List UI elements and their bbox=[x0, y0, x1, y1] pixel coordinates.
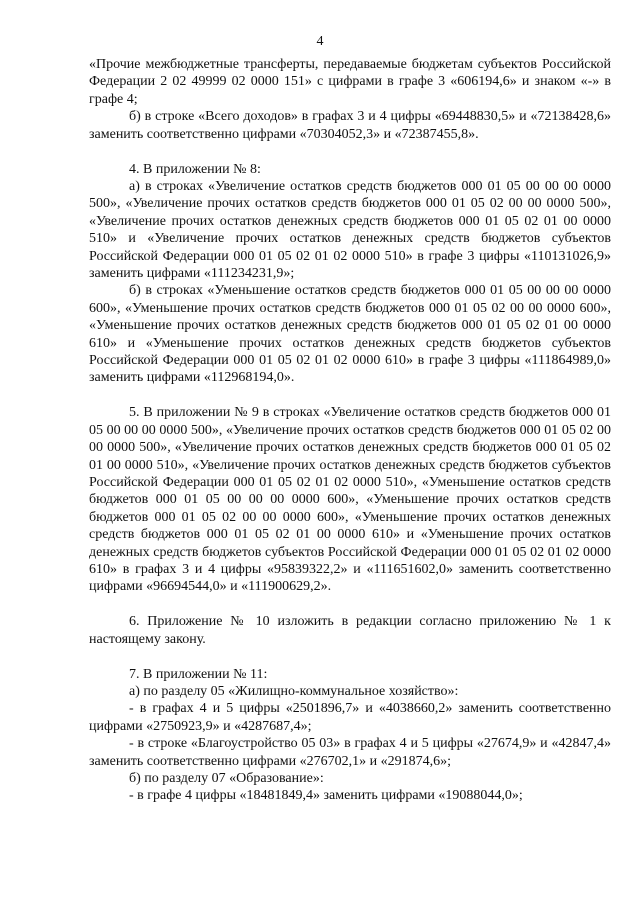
paragraph: «Прочие межбюджетные трансферты, передаваемые бюджетам субъектов Российской Федерации 2 02 49999 02 0000 151» с цифрами в графе 3 «606194,6» и знаком «-» в графе 4; bbox=[89, 57, 611, 107]
page-number: 4 bbox=[316, 34, 324, 49]
paragraph-gap bbox=[89, 648, 611, 666]
paragraph-gap bbox=[89, 143, 611, 161]
paragraph: 4. В приложении № 8: bbox=[129, 161, 261, 177]
paragraph: б) в строках «Уменьшение остатков средств бюджетов 000 01 05 00 00 00 0000 600», «Уменьшение прочих остатков средств бюджетов 000 01 05 02 00 00 0000 600», «Уменьшение прочих остатков денежных средств бюджетов 000 01 05 02 01 00 0000 610» и «Уменьшение прочих остатков денежных средств бюджетов субъектов Российской Федерации 000 01 05 02 01 02 0000 610» в графе 3 цифры «111864989,0» заменить цифрами «112968194,0». bbox=[89, 283, 611, 386]
paragraph: б) в строке «Всего доходов» в графах 3 и 4 цифры «69448830,5» и «72138428,6» заменить соответственно цифрами «70304052,3» и «72387455,8». bbox=[89, 109, 611, 142]
paragraph: 7. В приложении № 11: bbox=[129, 666, 268, 682]
paragraph: б) по разделу 07 «Образование»: bbox=[129, 771, 324, 787]
paragraph-gap bbox=[89, 387, 611, 405]
document-body bbox=[89, 56, 611, 805]
paragraph: 5. В приложении № 9 в строках «Увеличение остатков средств бюджетов 000 01 05 00 00 00 0000 500», «Увеличение прочих остатков средств бюджетов 000 01 05 02 00 00 0000 500», «Увеличение прочих остатков денежных средств бюджетов 000 01 05 02 01 00 0000 510», «Увеличение прочих остатков денежных средств бюджетов субъектов Российской Федерации 000 01 05 02 01 02 0000 510», «Уменьшение остатков средств бюджетов 000 01 05 00 00 00 0000 600», «Уменьшение прочих остатков средств бюджетов 000 01 05 02 00 00 0000 600», «Уменьшение прочих остатков денежных средств бюджетов 000 01 05 02 01 00 0000 610» и «Уменьшение прочих остатков денежных средств бюджетов субъектов Российской Федерации 000 01 05 02 01 02 0000 610» в графах 3 и 4 цифры «95839322,2» и «111651602,0» заменить соответственно цифрами «96694544,0» и «111900629,2». bbox=[89, 405, 611, 595]
paragraph-gap bbox=[89, 596, 611, 614]
paragraph: - в графах 4 и 5 цифры «2501896,7» и «4038660,2» заменить соответственно цифрами «2750923,9» и «4287687,4»; bbox=[89, 701, 611, 734]
paragraph: а) по разделу 05 «Жилищно-коммунальное хозяйство»: bbox=[129, 684, 459, 699]
paragraph: а) в строках «Увеличение остатков средств бюджетов 000 01 05 00 00 00 0000 500», «Увеличение прочих остатков средств бюджетов 000 01 05 02 00 00 0000 500», «Увеличение прочих остатков денежных средств бюджетов 000 01 05 02 01 00 0000 510» и «Увеличение прочих остатков денежных средств бюджетов субъектов Российской Федерации 000 01 05 02 01 02 0000 510» в графе 3 цифры «110131026,9» заменить цифрами «111234231,9»; bbox=[89, 178, 611, 281]
paragraph: - в графе 4 цифры «18481849,4» заменить цифрами «19088044,0»; bbox=[129, 788, 523, 804]
paragraph: - в строке «Благоустройство 05 03» в графах 4 и 5 цифры «27674,9» и «42847,4» заменить соответственно цифрами «276702,1» и «291874,6»; bbox=[89, 736, 611, 769]
paragraph: 6. Приложение № 10 изложить в редакции согласно приложению № 1 к настоящему закону. bbox=[89, 614, 611, 647]
